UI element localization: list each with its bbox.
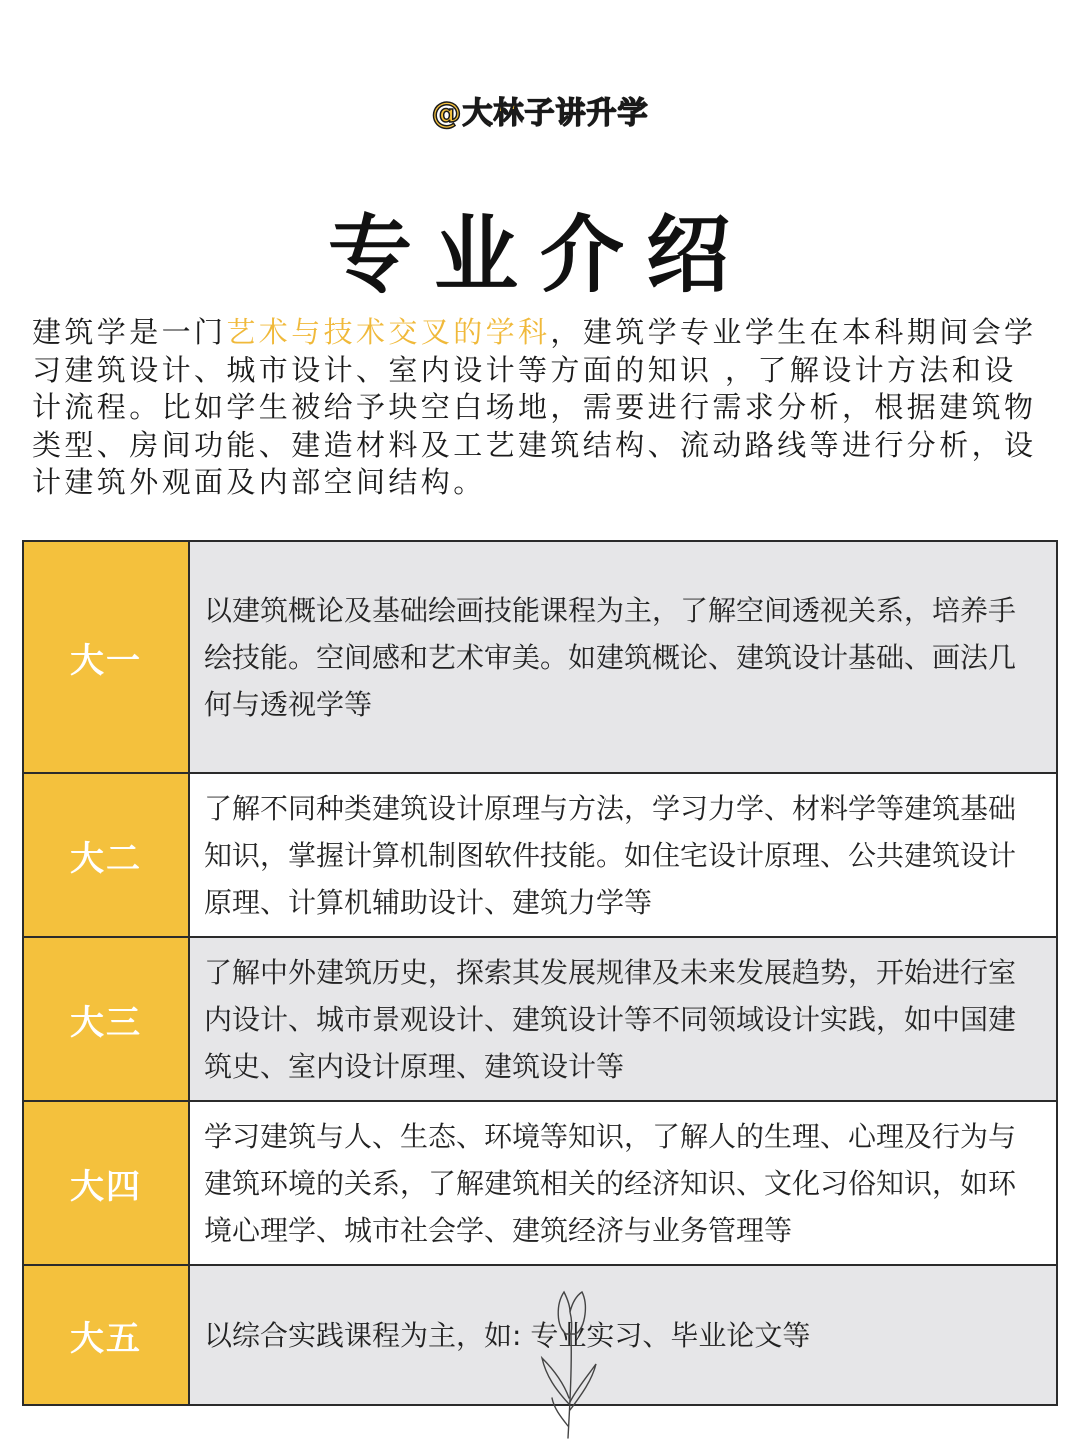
intro-highlight: 艺术与技术交叉的学科 bbox=[226, 315, 551, 349]
year-cell: 大一 bbox=[24, 542, 190, 772]
table-row-year4 bbox=[24, 1102, 1056, 1266]
year-cell: 大三 bbox=[24, 938, 190, 1100]
intro-paragraph bbox=[32, 314, 1048, 502]
description-cell: 以综合实践课程为主，如: 专业实习、毕业论文等 bbox=[190, 1266, 1056, 1404]
intro-text-rest: ，建筑学专业学生在本科期间会学习建筑设计、城市设计、室内设计等方面的知识 ，了解设计方法和设计流程。比如学生被给予块空白场地，需要进行需求分析，根据建筑物类型、房间功能、建造材料及工艺建筑结构、流动路线等进行分析，设计建筑外观面及内部空间结构。 bbox=[32, 315, 1037, 499]
description-cell: 了解不同种类建筑设计原理与方法，学习力学、材料学等建筑基础知识，掌握计算机制图软件技能。如住宅设计原理、公共建筑设计原理、计算机辅助设计、建筑力学等 bbox=[190, 774, 1056, 936]
year-cell: 大二 bbox=[24, 774, 190, 936]
description-cell: 以建筑概论及基础绘画技能课程为主，了解空间透视关系，培养手绘技能。空间感和艺术审美。如建筑概论、建筑设计基础、画法几何与透视学等 bbox=[190, 542, 1056, 772]
year-cell: 大四 bbox=[24, 1102, 190, 1264]
table-row-year1 bbox=[24, 542, 1056, 774]
curriculum-table bbox=[22, 540, 1058, 1406]
table-row-year3 bbox=[24, 938, 1056, 1102]
intro-text-start: 建筑学是一门 bbox=[32, 315, 227, 349]
page-title: 专业介绍 bbox=[327, 206, 752, 304]
author-handle: @大林子讲升学 bbox=[431, 96, 649, 131]
year-cell: 大五 bbox=[24, 1266, 190, 1404]
description-cell: 了解中外建筑历史，探索其发展规律及未来发展趋势，开始进行室内设计、城市景观设计、建筑设计等不同领域设计实践，如中国建筑史、室内设计原理、建筑设计等 bbox=[190, 938, 1056, 1100]
tulip-icon bbox=[526, 1286, 616, 1440]
description-cell: 学习建筑与人、生态、环境等知识，了解人的生理、心理及行为与建筑环境的关系，了解建筑相关的经济知识、文化习俗知识，如环境心理学、城市社会学、建筑经济与业务管理等 bbox=[190, 1102, 1056, 1264]
table-row-year2 bbox=[24, 774, 1056, 938]
